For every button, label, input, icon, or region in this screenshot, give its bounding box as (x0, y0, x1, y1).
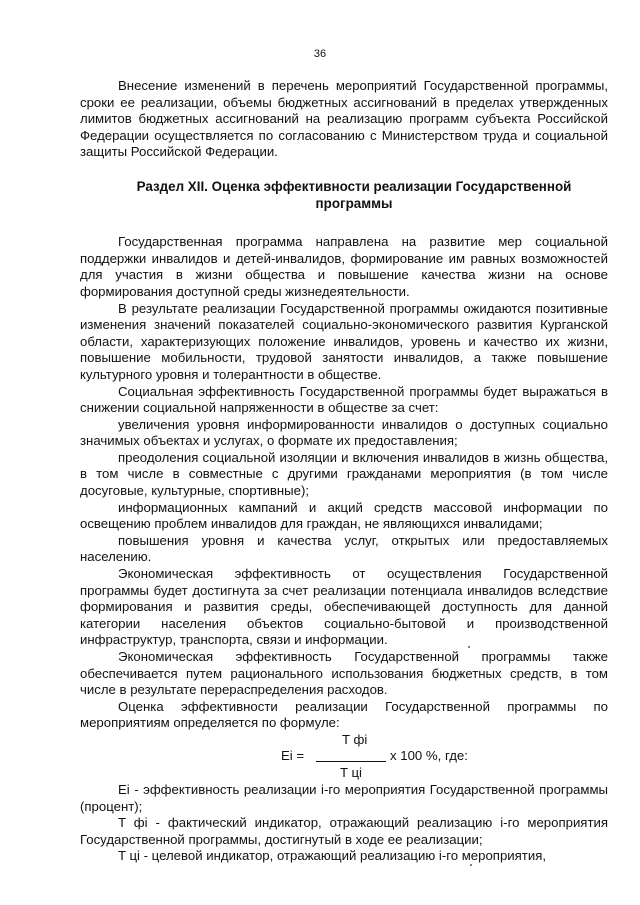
section-heading (80, 179, 608, 212)
formula-lhs: Ei = (281, 747, 305, 763)
list-item: информационных кампаний и акций средств массовой информации по освещению проблем инвалидов для граждан, не являющихся инвалидами; (80, 499, 608, 532)
list-item: увеличения уровня информированности инвалидов о доступных социально значимых объектах и услугах, о формате их предоставления; (80, 416, 608, 449)
paragraph: Государственная программа направлена на развитие мер социальной поддержки инвалидов и детей-инвалидов, формирование им равных возможностей для участия в жизни общества и повышение качества жизни на основе формирования доступной среды жизнедеятельности. (80, 234, 608, 299)
list-item: повышения уровня и качества услуг, открытых или предоставляемых населению. (80, 532, 608, 565)
section-heading-line2: программы (315, 195, 393, 211)
scan-speck (468, 646, 470, 648)
formula-denominator: T цi (340, 764, 362, 780)
formula-rhs: x 100 %, где: (390, 747, 468, 763)
page-number: 36 (313, 48, 327, 60)
definition: T цi - целевой индикатор, отражающий реализацию i-го мероприятия, (118, 848, 547, 864)
definition: T фi - фактический индикатор, отражающий реализацию i-го мероприятия Государственной программы, достигнутый в ходе ее реализации; (80, 815, 608, 847)
intro-paragraph: Внесение изменений в перечень мероприятий Государственной программы, сроки ее реализации, объемы бюджетных ассигнований в пределах утвержденных лимитов бюджетных ассигнований на реализацию программ субъекта Российской Федерации осуществляется по согласованию с Министерством труда и социальной защиты Российской Федерации. (80, 78, 608, 160)
fraction-line (316, 761, 386, 762)
paragraph: Экономическая эффективность Государственной программы также обеспечивается путем рационального использования бюджетных средств, в том числе в результате перераспределения расходов. (80, 649, 608, 698)
scan-speck (470, 864, 472, 866)
paragraph: Экономическая эффективность от осуществления Государственной программы будет достигнута за счет реализации потенциала инвалидов вследствие формирования и развития среды, обеспечивающей доступность для данной категории населения объектов социально-бытовой и производственной инфраструктур, транспорта, связи и информации. (80, 566, 608, 648)
paragraph: Социальная эффективность Государственной программы будет выражаться в снижении социальной напряженности в обществе за счет: (80, 383, 608, 416)
list-item: преодоления социальной изоляции и включения инвалидов в жизнь общества, в том числе в совместные с другими гражданами мероприятия (в том числе досуговые, культурные, спортивные); (80, 449, 608, 499)
paragraph: Оценка эффективности реализации Государственной программы по мероприятиям определяется по формуле: (80, 698, 608, 731)
page-content (80, 78, 608, 865)
formula-numerator: T фi (342, 731, 368, 747)
section-heading-line1: Раздел XII. Оценка эффективности реализации Государственной (136, 178, 572, 194)
definition: Ei - эффективность реализации i-го мероприятия Государственной программы (процент); (80, 781, 608, 814)
paragraph: В результате реализации Государственной программы ожидаются позитивные изменения значений показателей социально-экономического развития Курганской области, характеризующих положение инвалидов, уровень и качество их жизни, повышение мобильности, трудовой занятости инвалидов, а также повышение культурного уровня и толерантности в обществе. (80, 300, 608, 382)
efficiency-formula (80, 732, 608, 782)
